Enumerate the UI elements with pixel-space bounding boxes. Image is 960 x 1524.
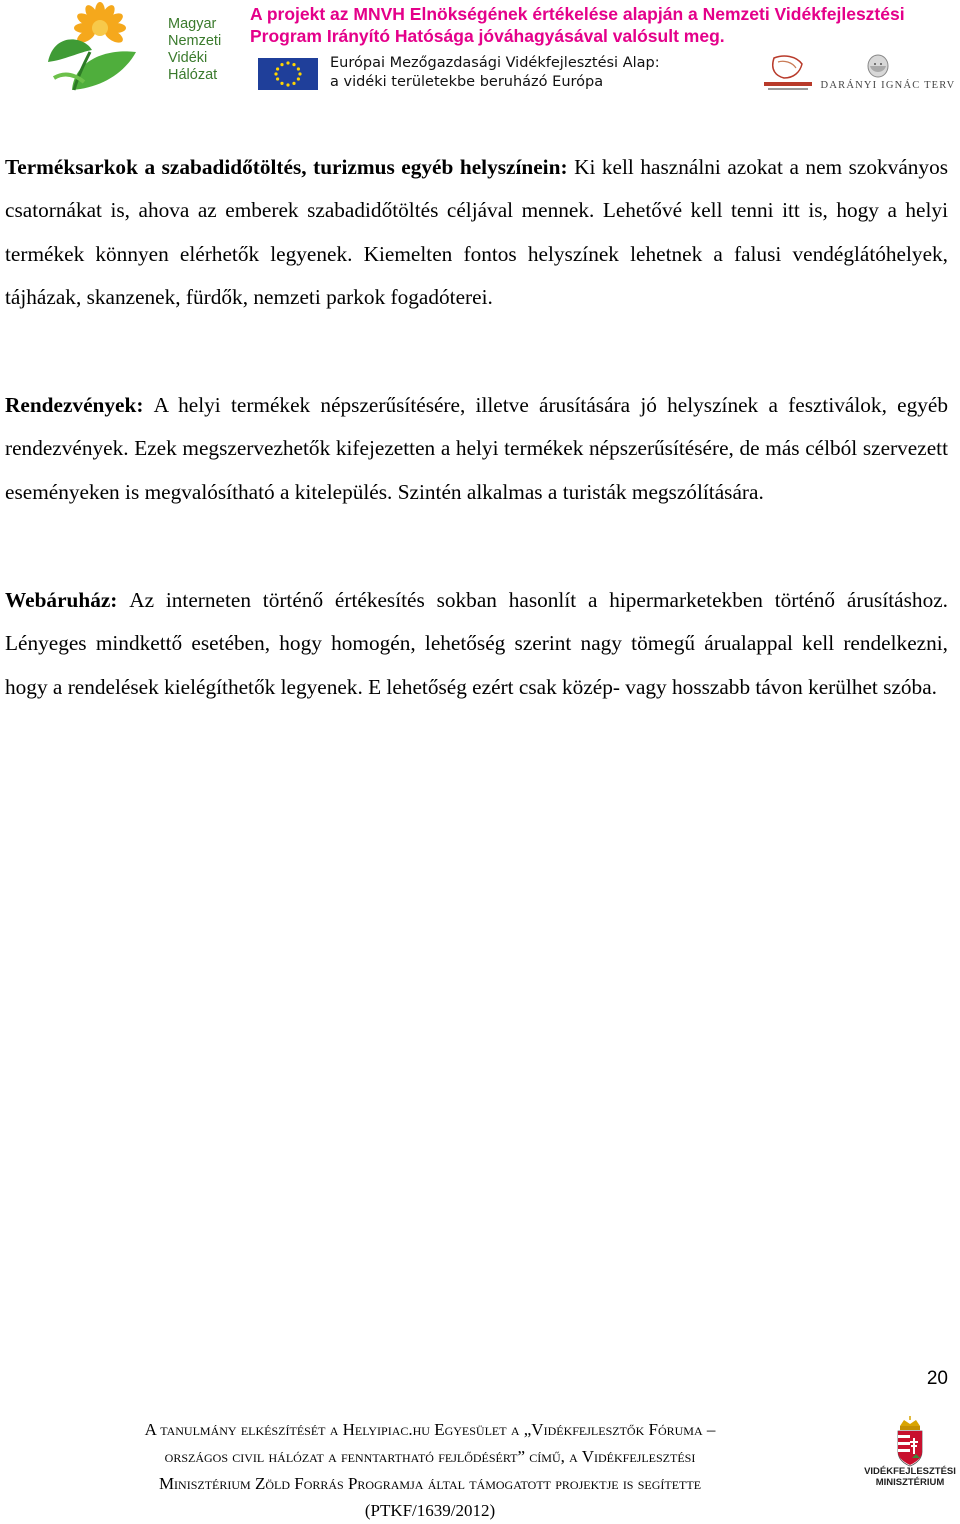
- paragraph: [5, 384, 948, 514]
- paragraph-text: A helyi termékek népszerűsítésére, illetve árusítására jó helyszínek a fesztiválok, egyéb rendezvények. Ezek megszervezhetők kifejezetten a helyi termékek népszerűsítésére, de más célból szervezett eseményeken is megvalósítható a kitelepülés. Szintén alkalmas a turisták megszólítására.: [5, 393, 949, 504]
- ministry-line: VIDÉKFEJLESZTÉSI: [864, 1466, 956, 1477]
- footer-line: Minisztérium Zöld Forrás Programja által támogatott projektje is segítette: [158, 1474, 702, 1493]
- ministry-label: [862, 1466, 958, 1488]
- eu-flag-icon: [258, 58, 318, 90]
- project-title: [250, 3, 950, 47]
- paragraph-text: Az interneten történő értékesítés sokban hasonlít a hipermarketekben történő árusításhoz. Lényeges mindkettő esetében, hogy homogén, lehetőség szerint nagy tömegű árualappal kell rendelkezni, hogy a rendelések kielégíthetők legyenek. E lehetőség ezért csak közép- vagy hosszabb távon kerülhet szóba.: [5, 588, 948, 699]
- uj-magyarorszag-logo: [760, 54, 816, 94]
- eu-fund-line: a vidéki területekbe beruházó Európa: [330, 74, 604, 90]
- daranyi-terv-label: DARÁNYI IGNÁC TERV: [820, 80, 956, 91]
- page-number: 20: [926, 1368, 948, 1389]
- logo-line: Vidéki: [168, 50, 208, 66]
- page-header: [0, 0, 960, 110]
- paragraph-text: Ki kell használni azokat a nem szokványos csatornákat is, ahova az emberek szabadidőtöltés céljával mennek. Lehetővé kell tenni itt is, hogy a helyi termékek könnyen elérhetők legyenek. Kiemelten fontos helyszínek lehetnek a falusi vendéglátóhelyek, tájházak, skanzenek, fürdők, nemzeti parkok fogadóterei.: [5, 155, 949, 309]
- paragraph: [5, 146, 948, 319]
- paragraph-heading: Rendezvények:: [5, 393, 154, 418]
- paragraph: [5, 579, 948, 709]
- footer-line: országos civil hálózat a fenntartható fejlődésért” című, a Vidékfejlesztési: [164, 1447, 696, 1466]
- hungarian-coat-of-arms-icon: [872, 1416, 948, 1472]
- document-body: [5, 146, 948, 774]
- eu-fund-line: Európai Mezőgazdasági Vidékfejlesztési Alap:: [330, 55, 660, 71]
- paragraph-heading: Webáruház:: [5, 588, 130, 613]
- footer-line: (PTKF/1639/2012): [364, 1501, 496, 1520]
- mnvh-logo-text: [168, 16, 248, 84]
- logo-line: Magyar: [168, 16, 217, 32]
- mnvh-flower-logo: [44, 2, 144, 94]
- eu-fund-text: [330, 54, 760, 92]
- footer-line: A tanulmány elkészítését a Helyipiac.hu Egyesület a „Vidékfejlesztők Fóruma –: [144, 1420, 716, 1439]
- paragraph-heading: Terméksarkok a szabadidőtöltés, turizmus egyéb helyszínein:: [5, 155, 575, 179]
- ministry-line: MINISZTÉRIUM: [875, 1477, 945, 1488]
- logo-line: Nemzeti: [168, 33, 222, 49]
- project-title-line: A projekt az MNVH Elnökségének értékelése alapján a Nemzeti Vidékfejlesztési: [250, 4, 905, 24]
- footer-acknowledgement: [40, 1416, 820, 1524]
- project-title-line: Program Irányító Hatósága jóváhagyásával valósult meg.: [250, 26, 725, 46]
- logo-line: Hálózat: [168, 67, 218, 83]
